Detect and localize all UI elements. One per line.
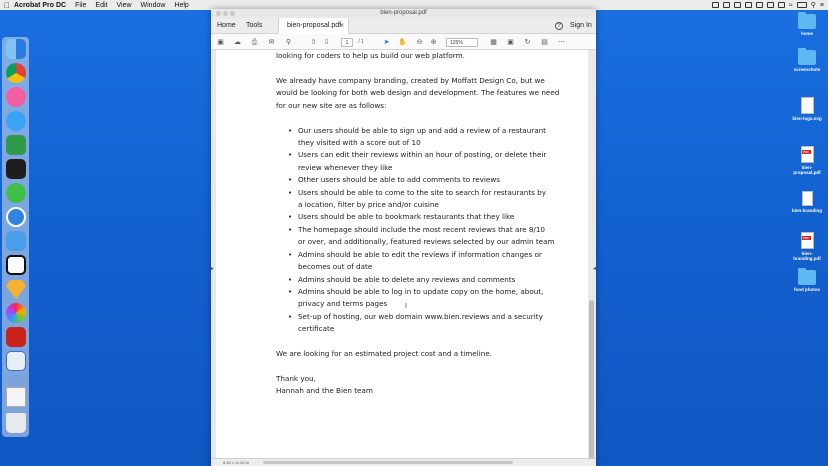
feature-line: Users should be able to come to the site to search for restaurants by — [298, 187, 546, 197]
next-page-icon[interactable]: ⇩ — [323, 39, 330, 46]
feature-item — [288, 174, 566, 186]
help-icon[interactable]: ? — [555, 22, 563, 30]
app-blue-icon[interactable] — [6, 351, 26, 371]
feature-item — [288, 274, 566, 286]
status-icon-6[interactable] — [767, 2, 774, 8]
messages-icon[interactable] — [6, 111, 26, 131]
desktop-icon-bien-branding-pdf[interactable] — [789, 232, 825, 261]
wifi-icon[interactable]: ≈ — [788, 1, 793, 9]
feature-line: certificate — [298, 324, 335, 334]
desktop-icon-bien-logo[interactable] — [789, 97, 825, 121]
tab-home[interactable]: Home — [217, 22, 236, 29]
status-bar — [211, 458, 596, 466]
feature-line: Set-up of hosting, our web domain www.bien.reviews and a security — [298, 311, 543, 321]
status-icon-7[interactable] — [778, 2, 785, 8]
finder-icon[interactable] — [6, 39, 26, 59]
fit-page-icon[interactable]: ▦ — [490, 39, 497, 46]
desktop-icon-bien-branding[interactable] — [789, 191, 825, 213]
pdf-file-icon: PDF — [801, 232, 814, 249]
feature-line: Our users should be able to sign up and add a review of a restaurant — [298, 125, 546, 135]
app-green-icon[interactable] — [6, 183, 26, 203]
window-title: bien-proposal.pdf — [380, 10, 427, 16]
status-icons — [712, 0, 824, 10]
sketch-icon[interactable] — [6, 279, 26, 299]
menu-view[interactable]: View — [116, 1, 132, 9]
zoom-in-icon[interactable]: ⊕ — [430, 39, 437, 46]
rotate-icon[interactable]: ↻ — [524, 39, 531, 46]
folder-icon — [798, 14, 816, 29]
dock — [2, 37, 29, 437]
feature-line: privacy and terms pages — [298, 299, 388, 309]
more-options-icon[interactable]: ⋯ — [558, 39, 565, 46]
minimize-window-icon[interactable] — [223, 11, 228, 16]
page-number-input[interactable]: 1 — [341, 38, 353, 47]
status-icon-2[interactable] — [723, 2, 730, 8]
menu-app-name[interactable]: Acrobat Pro DC — [14, 1, 67, 9]
feature-line: Other users should be able to add comments to reviews — [298, 175, 500, 185]
desktop-icon-label: bien-branding — [792, 208, 822, 213]
fit-width-icon[interactable]: ▣ — [507, 39, 514, 46]
scrivener-icon[interactable] — [6, 135, 26, 155]
tab-document[interactable] — [278, 18, 349, 34]
trash-icon[interactable] — [6, 413, 26, 433]
tab-document-label: bien-proposal.pdf — [287, 22, 342, 29]
battery-icon[interactable] — [797, 2, 807, 8]
document-file-icon — [802, 191, 813, 206]
email-icon[interactable]: ✉ — [268, 39, 275, 46]
document-intro: looking for coders to help us build our web platform. — [276, 51, 465, 60]
hand-tool-icon[interactable]: ✋ — [398, 39, 407, 46]
status-icon-5[interactable] — [756, 2, 763, 8]
desktop-icon-label: bien-logo.svg — [792, 116, 822, 121]
feature-line: Admins should be able to log in to update copy on the home, about, — [298, 286, 544, 296]
pdf-file-icon: PDF — [801, 146, 814, 163]
apple-menu-icon[interactable] — [0, 1, 14, 10]
feature-item — [288, 286, 566, 311]
notion-icon[interactable] — [6, 255, 26, 275]
menu-edit[interactable]: Edit — [95, 1, 108, 9]
document-stack-icon[interactable] — [6, 387, 26, 407]
document-signature: Hannah and the Bien team — [276, 386, 373, 396]
feature-item — [288, 224, 566, 249]
menu-file[interactable]: File — [75, 1, 87, 9]
feature-list — [276, 125, 566, 336]
terminal-icon[interactable] — [6, 159, 26, 179]
previous-page-icon[interactable]: ⇧ — [310, 39, 317, 46]
document-paragraph: We already have company branding, created by Moffatt Design Co, but we would be looking for both web design and development. The features we need for our new site are as follows: — [276, 75, 560, 110]
title-bar — [211, 9, 596, 18]
zoom-out-icon[interactable]: ⊖ — [416, 39, 423, 46]
pdf-page — [216, 50, 588, 458]
feature-item — [288, 311, 566, 336]
notification-center-icon[interactable]: ≡ — [819, 1, 824, 9]
close-window-icon[interactable] — [216, 11, 221, 16]
desktop-icon-bien-proposal[interactable] — [789, 146, 825, 175]
zoom-window-icon[interactable] — [230, 11, 235, 16]
zoom-select[interactable]: 125% — [446, 38, 478, 47]
close-tab-icon[interactable]: × — [339, 21, 344, 30]
desktop-icon-label: food photos — [794, 287, 820, 292]
tweetbot-icon[interactable] — [6, 231, 26, 251]
print-icon[interactable]: ⎙ — [251, 39, 258, 46]
document-text — [276, 50, 566, 398]
desktop-icon-home[interactable] — [789, 14, 825, 36]
itunes-icon[interactable] — [6, 87, 26, 107]
status-icon-4[interactable] — [745, 2, 752, 8]
desktop-icon-label: screenshots — [793, 67, 821, 72]
feature-line: review whenever they like — [298, 162, 393, 172]
desktop-icon-label: bien-branding.pdf — [793, 251, 821, 261]
status-icon-1[interactable] — [712, 2, 719, 8]
feature-item — [288, 187, 566, 212]
page-size: 8.50 x 11.00 in — [223, 460, 249, 465]
feature-item — [288, 249, 566, 274]
sign-in-button[interactable]: Sign In — [570, 22, 592, 29]
right-pane-toggle-icon[interactable]: ◂ — [593, 266, 597, 272]
toolbar — [211, 34, 596, 50]
photos-icon[interactable] — [6, 303, 26, 323]
left-pane-toggle-icon[interactable]: ▸ — [211, 266, 215, 272]
select-tool-icon[interactable]: ➤ — [383, 39, 390, 46]
desktop-icon-label: bien-proposal.pdf — [793, 165, 821, 175]
horizontal-scrollbar[interactable] — [263, 461, 513, 464]
folder-icon — [798, 270, 816, 285]
feature-line: Admins should be able to delete any reviews and comments — [298, 274, 516, 284]
menu-help[interactable]: Help — [174, 1, 189, 9]
feature-line: The homepage should include the most recent reviews that are 8/10 — [298, 224, 545, 234]
search-icon[interactable]: ⚲ — [285, 39, 292, 46]
document-area — [211, 50, 596, 458]
vertical-scrollbar[interactable] — [589, 300, 594, 460]
spotlight-icon[interactable]: ⚲ — [810, 2, 816, 9]
status-icon-3[interactable] — [734, 2, 741, 8]
feature-line: or over, and additionally, featured reviews selected by our admin team — [298, 237, 555, 247]
feature-line: a location, filter by price and/or cuisine — [298, 200, 439, 210]
svg-file-icon — [801, 97, 814, 114]
feature-item — [288, 125, 566, 150]
desktop-icon-food-photos[interactable] — [789, 270, 825, 292]
feature-line: Admins should be able to edit the reviews if information changes or — [298, 249, 542, 259]
desktop-icon-label: home — [800, 31, 813, 36]
folder-icon — [798, 50, 816, 65]
feature-line: Users should be able to bookmark restaurants that they like — [298, 212, 515, 222]
acrobat-window — [211, 9, 596, 466]
page-display-icon[interactable]: ▤ — [541, 39, 548, 46]
tab-bar — [211, 18, 596, 34]
clock-icon[interactable] — [6, 207, 26, 227]
desktop-icon-screenshots[interactable] — [789, 50, 825, 72]
feature-line: becomes out of date — [298, 262, 373, 272]
tab-tools[interactable]: Tools — [246, 22, 263, 29]
document-closing: We are looking for an estimated project cost and a timeline. — [276, 349, 492, 359]
menu-window[interactable]: Window — [140, 1, 166, 9]
text-cursor-icon: I — [405, 303, 407, 310]
feature-item — [288, 211, 566, 223]
feature-line: they visited with a score out of 10 — [298, 138, 421, 148]
acrobat-icon[interactable] — [6, 327, 26, 347]
chrome-icon[interactable] — [6, 63, 26, 83]
feature-item — [288, 149, 566, 174]
page-total: / 1 — [358, 39, 364, 45]
upload-cloud-icon[interactable]: ☁ — [234, 39, 241, 46]
create-pdf-icon[interactable]: ▣ — [217, 39, 224, 46]
document-thanks: Thank you, — [276, 373, 316, 383]
feature-line: Users can edit their reviews within an hour of posting, or delete their — [298, 150, 547, 160]
